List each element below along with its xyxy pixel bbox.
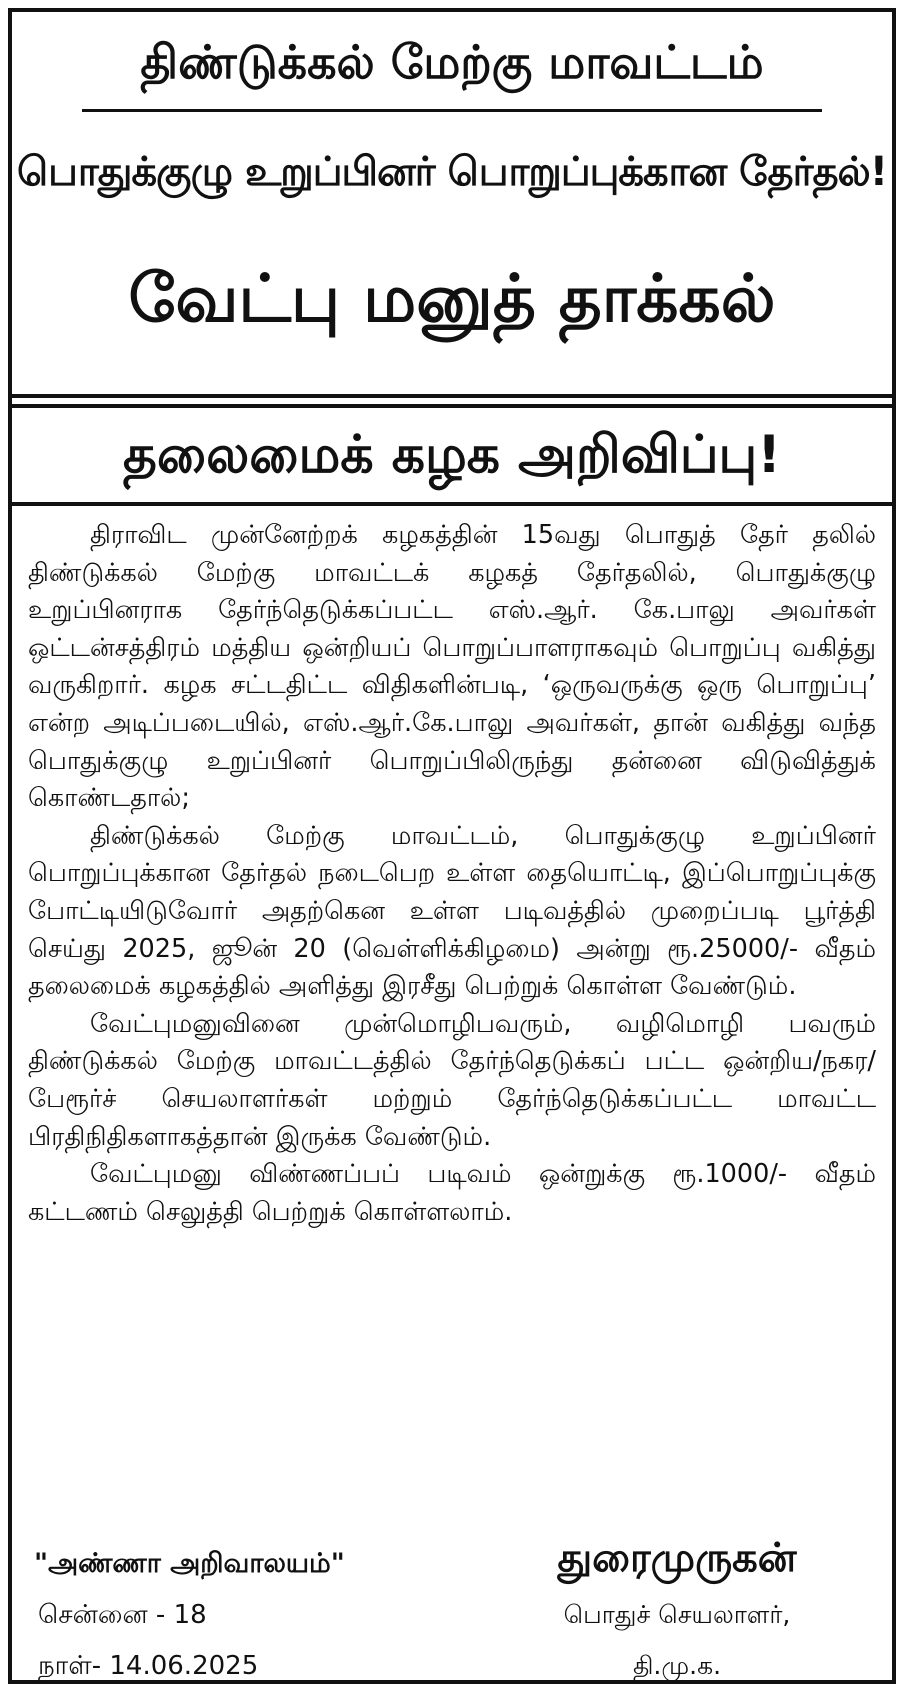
header-section — [12, 12, 892, 398]
nomination-filing-heading: வேட்பு மனுத் தாக்கல் — [128, 260, 776, 337]
paragraph-2: திண்டுக்கல் மேற்கு மாவட்டம், பொதுக்குழு உறுப்பினர் பொறுப்புக்கான தேர்தல் நடைபெற உள்ள தையொட்டி, இப்பொறுப்புக்கு போட்டியிடுவோர் அதற்கென உள்ள படிவத்தில் முறைப்படி பூர்த்தி செய்து 2025, ஜூன் 20 (வெள்ளிக்கிழமை) அன்று ரூ.25000/- வீதம் தலைமைக் கழகத்தில் அளித்து இரசீது பெற்றுக் கொள்ள வேண்டும். — [28, 820, 876, 1002]
paragraph-1: திராவிட முன்னேற்றக் கழகத்தின் 15வது பொதுத் தேர் தலில் திண்டுக்கல் மேற்கு மாவட்டக் கழகத் தேர்தலில், பொதுக்குழு உறுப்பினராக தேர்ந்தெடுக்கப்பட்ட எஸ்.ஆர். கே.பாலு அவர்கள் ஒட்டன்சத்திரம் மத்திய ஒன்றியப் பொறுப்பாளராகவும் பொறுப்பு வகித்து வருகிறார். கழக சட்டதிட்ட விதிகளின்படி, ‘ஒருவருக்கு ஒரு பொறுப்பு’ என்ற அடிப்படையில், எஸ்.ஆர்.கே.பாலு அவர்கள், தான் வகித்து வந்த பொதுக்குழு உறுப்பினர் பொறுப்பிலிருந்து தன்னை விடுவித்துக் கொண்டதால்; — [28, 520, 876, 814]
signatory-name: துரைமுருகன் — [557, 1535, 797, 1581]
signatory-designation: பொதுச் செயலாளர், — [563, 1600, 791, 1629]
notice-date: நாள்- 14.06.2025 — [38, 1651, 259, 1681]
headquarters-announcement-heading: தலைமைக் கழக அறிவிப்பு! — [12, 404, 892, 506]
district-heading: திண்டுக்கல் மேற்கு மாவட்டம் — [140, 35, 764, 89]
office-city: சென்னை - 18 — [38, 1600, 207, 1630]
header-divider — [82, 109, 822, 112]
notice-frame — [8, 8, 896, 1684]
notice-body — [28, 517, 876, 1231]
election-heading: பொதுக்குழு உறுப்பினர் பொறுப்புக்கான தேர்தல்! — [16, 149, 888, 195]
paragraph-4: வேட்புமனு விண்ணப்பப் படிவம் ஒன்றுக்கு ரூ.1000/- வீதம் கட்டணம் செலுத்தி பெற்றுக் கொள்ளலாம். — [28, 1159, 876, 1227]
notice-footer — [12, 1526, 892, 1681]
signatory-organization: தி.மு.க. — [632, 1651, 722, 1680]
office-name: "அண்ணா அறிவாலயம்" — [34, 1548, 345, 1579]
paragraph-3: வேட்புமனுவினை முன்மொழிபவரும், வழிமொழி பவரும் திண்டுக்கல் மேற்கு மாவட்டத்தில் தேர்ந்தெடுக்கப் பட்ட ஒன்றிய/நகர/பேரூர்ச் செயலாளர்கள் மற்றும் தேர்ந்தெடுக்கப்பட்ட மாவட்ட பிரதிநிதிகளாகத்தான் இருக்க வேண்டும். — [28, 1008, 876, 1152]
